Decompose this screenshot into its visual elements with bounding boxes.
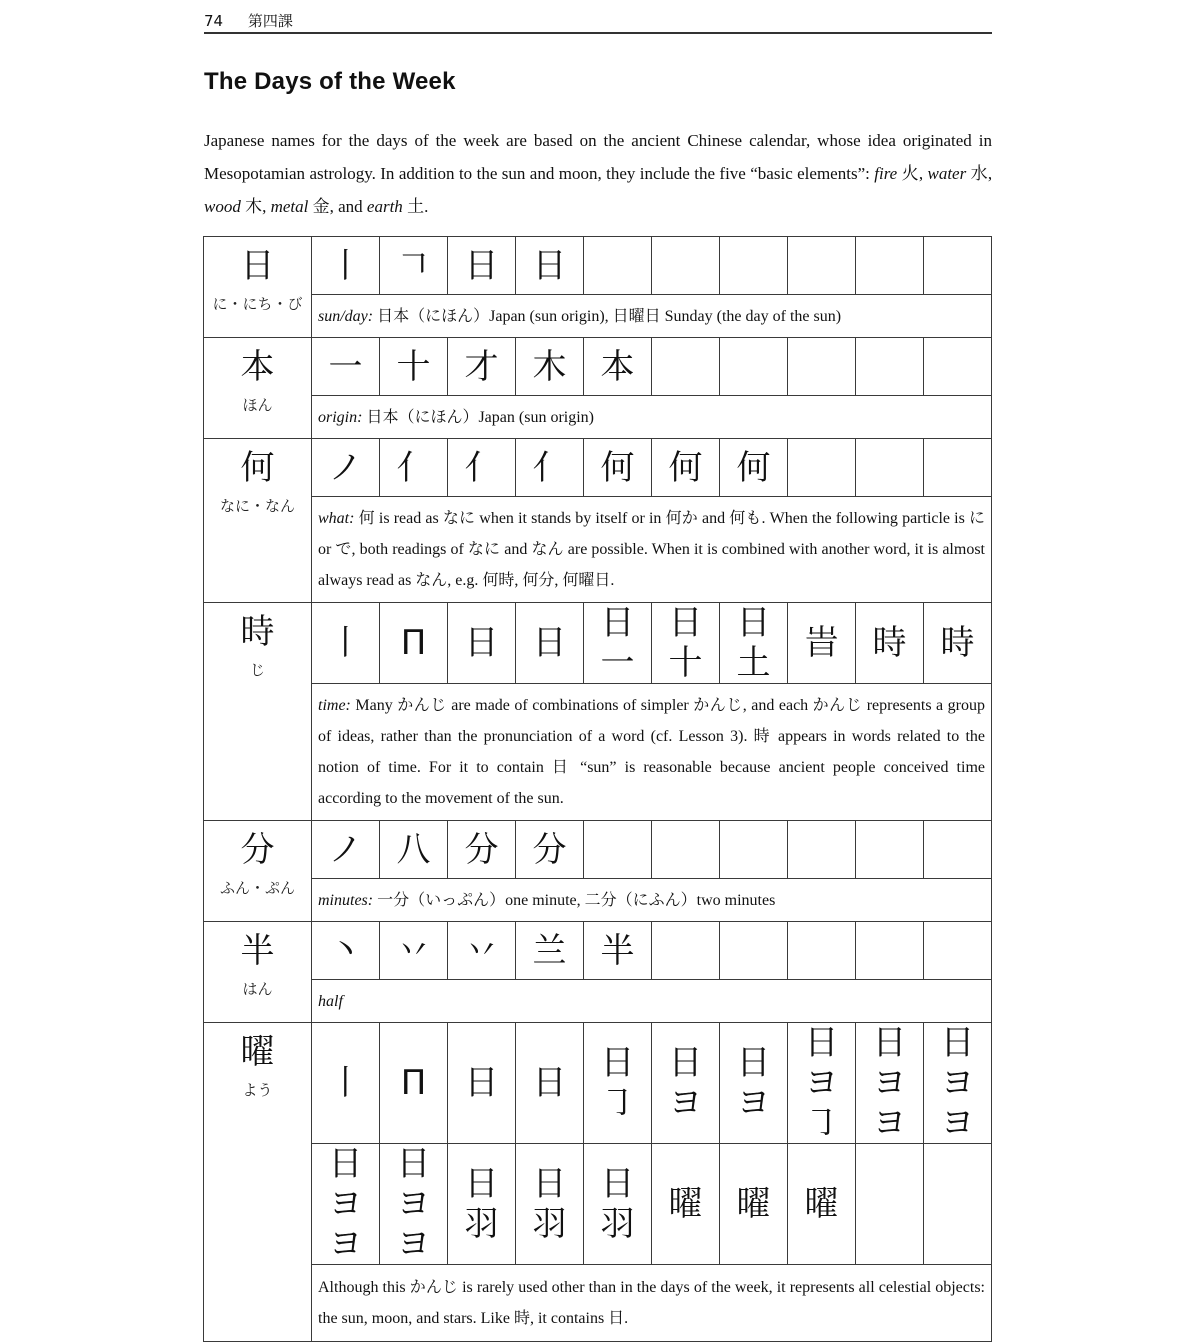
description-text: 何 is read as なに when it stands by itself or in 何か and 何も. When the following particle is に or で, both readings of なに and なん are possible. When it is combined with another word, it is almost always read as なん, e.g. 何時, 何分, 何曜日. (318, 510, 985, 589)
element-kanji: 水 (970, 164, 988, 183)
description-row (204, 684, 992, 821)
stroke-cell: 八 (380, 821, 448, 879)
stroke-cell: 丷 (380, 922, 448, 980)
kanji-reading: なに・なん (219, 497, 295, 515)
stroke-cell: 亻 (516, 439, 584, 497)
stroke-row (204, 338, 992, 396)
stroke-cell: 日羽 (516, 1144, 584, 1265)
stroke-cell: 分 (448, 821, 516, 879)
kanji-reading: ほん (242, 396, 273, 414)
stroke-cell: 日十 (652, 603, 720, 684)
page-header (204, 6, 992, 34)
stroke-cell: 時 (856, 603, 924, 684)
description-text: Although this かんじ is rarely used other than in the days of the week, it represents all celestial objects: the sun, moon, and stars. Like 時, it contains 日. (318, 1279, 985, 1327)
kanji-description (312, 684, 992, 821)
stroke-cell: 日ヨ (720, 1023, 788, 1144)
stroke-cell: 日一 (584, 603, 652, 684)
kanji-table (203, 236, 992, 1342)
element-kanji: 金 (312, 197, 330, 216)
stroke-cell: П (380, 1023, 448, 1144)
stroke-cell: 日ヨヨ (312, 1144, 380, 1265)
stroke-row (204, 439, 992, 497)
stroke-cell: 日ヨ (652, 1023, 720, 1144)
kanji-description (312, 295, 992, 338)
stroke-cell (856, 1144, 924, 1265)
stroke-cell (924, 821, 992, 879)
description-text: 日本（にほん）Japan (sun origin), 日曜日 Sunday (the day of the sun) (373, 307, 842, 325)
stroke-cell (652, 922, 720, 980)
kanji-reading: じ (249, 661, 265, 679)
description-text: 一分（いっぷん）one minute, 二分（にふん）two minutes (373, 891, 776, 909)
stroke-cell: 分 (516, 821, 584, 879)
stroke-cell: 曜 (788, 1144, 856, 1265)
description-row (204, 1265, 992, 1342)
kanji-description (312, 1265, 992, 1342)
stroke-cell: 日 (516, 603, 584, 684)
main-kanji: 本 (240, 347, 275, 387)
stroke-cell: 日ヨヨ (380, 1144, 448, 1265)
stroke-cell: 日羽 (448, 1144, 516, 1265)
main-kanji: 曜 (240, 1032, 275, 1072)
element-wood: wood (204, 197, 241, 216)
stroke-cell: 十 (380, 338, 448, 396)
element-kanji: 火 (901, 164, 919, 183)
lesson-title: 第四課 (247, 12, 293, 30)
stroke-cell: ノ (312, 821, 380, 879)
element-fire: fire (874, 164, 898, 183)
kanji-entry (204, 338, 312, 439)
stroke-cell (584, 821, 652, 879)
page-number: 74 (204, 12, 224, 30)
stroke-cell (788, 237, 856, 295)
stroke-cell (856, 338, 924, 396)
kanji-description (312, 879, 992, 922)
stroke-cell (788, 922, 856, 980)
intro-text: Japanese names for the days of the week are based on the ancient Chinese calendar, whose idea originated in Mesopotamian astrology. In addition to the sun and moon, they include the five “basic elements”: (204, 131, 992, 183)
stroke-cell: 一 (312, 338, 380, 396)
kanji-entry (204, 439, 312, 603)
stroke-cell (720, 922, 788, 980)
stroke-row (204, 922, 992, 980)
stroke-cell: 亻 (380, 439, 448, 497)
stroke-cell: 日 (448, 603, 516, 684)
kanji-entry (204, 821, 312, 922)
kanji-reading: よう (242, 1081, 273, 1099)
stroke-cell: 兰 (516, 922, 584, 980)
stroke-cell: 丨 (312, 603, 380, 684)
stroke-cell: 丨 (312, 1023, 380, 1144)
stroke-cell: ノ (312, 439, 380, 497)
keyword: origin: (318, 408, 363, 426)
element-metal: metal (270, 197, 309, 216)
stroke-row (204, 237, 992, 295)
description-row (204, 295, 992, 338)
stroke-cell: 日 (448, 237, 516, 295)
stroke-cell: П (380, 603, 448, 684)
stroke-cell: 𠃍 (380, 237, 448, 295)
stroke-cell (584, 237, 652, 295)
stroke-cell: 日 (516, 237, 584, 295)
element-kanji: 土 (407, 197, 425, 216)
stroke-cell (652, 338, 720, 396)
stroke-cell: 丷 (448, 922, 516, 980)
stroke-row (204, 1144, 992, 1265)
description-row (204, 497, 992, 603)
stroke-cell (856, 439, 924, 497)
kanji-entry (204, 237, 312, 338)
description-row (204, 396, 992, 439)
main-kanji: 分 (240, 830, 275, 870)
stroke-row (204, 603, 992, 684)
stroke-cell: 時 (924, 603, 992, 684)
main-kanji: 日 (240, 246, 275, 286)
main-kanji: 時 (240, 612, 275, 652)
stroke-cell: 日ヨヨ (924, 1023, 992, 1144)
stroke-cell: 丨 (312, 237, 380, 295)
stroke-cell: 旹 (788, 603, 856, 684)
element-kanji: 木 (245, 197, 263, 216)
description-row (204, 980, 992, 1023)
stroke-cell (924, 1144, 992, 1265)
stroke-cell (720, 237, 788, 295)
stroke-cell (652, 237, 720, 295)
kanji-reading: に・にち・び (212, 295, 303, 313)
stroke-row (204, 821, 992, 879)
stroke-cell: 本 (584, 338, 652, 396)
element-water: water (927, 164, 967, 183)
stroke-cell (924, 439, 992, 497)
stroke-cell (788, 821, 856, 879)
element-earth: earth (366, 197, 403, 216)
stroke-cell (856, 922, 924, 980)
stroke-cell: 何 (584, 439, 652, 497)
kanji-description (312, 396, 992, 439)
kanji-reading: はん (242, 980, 273, 998)
element-list: fire 火, water 水, wood 木, metal 金, and earth 土. (204, 164, 993, 216)
description-row (204, 879, 992, 922)
keyword: time: (318, 697, 351, 714)
stroke-cell: 日羽 (584, 1144, 652, 1265)
kanji-description (312, 980, 992, 1023)
description-text: 日本（にほん）Japan (sun origin) (362, 408, 594, 426)
stroke-cell (856, 237, 924, 295)
stroke-cell (788, 439, 856, 497)
stroke-cell (720, 338, 788, 396)
stroke-cell (924, 338, 992, 396)
stroke-cell: 日㇆ (584, 1023, 652, 1144)
stroke-cell: 曜 (720, 1144, 788, 1265)
stroke-cell: 日土 (720, 603, 788, 684)
stroke-cell (856, 821, 924, 879)
stroke-cell (652, 821, 720, 879)
kanji-reading: ふん・ぷん (219, 879, 295, 897)
stroke-cell: 曜 (652, 1144, 720, 1265)
stroke-cell: 丶 (312, 922, 380, 980)
keyword: minutes: (318, 891, 374, 909)
stroke-cell: 日ヨ㇆ (788, 1023, 856, 1144)
intro-paragraph (204, 124, 992, 223)
stroke-cell: 日ヨヨ (856, 1023, 924, 1144)
section-title: The Days of the Week (204, 68, 456, 95)
main-kanji: 半 (240, 931, 275, 971)
stroke-cell: 日 (516, 1023, 584, 1144)
kanji-entry (204, 1023, 312, 1342)
stroke-cell: 才 (448, 338, 516, 396)
stroke-cell: 半 (584, 922, 652, 980)
keyword: half (318, 992, 343, 1010)
stroke-cell: 木 (516, 338, 584, 396)
stroke-cell: 何 (720, 439, 788, 497)
stroke-cell: 亻 (448, 439, 516, 497)
kanji-description (312, 497, 992, 603)
kanji-entry (204, 922, 312, 1023)
keyword: what: (318, 510, 355, 527)
description-text: Many かんじ are made of combinations of simpler かんじ, and each かんじ represents a group of ideas, rather than the pronunciation of a word (cf. Lesson 3). 時 appears in words related to the notion of time. For it to contain 日 “sun” is reasonable because ancient people conceived time according to the movement of the sun. (318, 697, 985, 807)
stroke-cell (720, 821, 788, 879)
stroke-cell (924, 922, 992, 980)
stroke-cell: 何 (652, 439, 720, 497)
stroke-cell (924, 237, 992, 295)
stroke-row (204, 1023, 992, 1144)
stroke-cell: 日 (448, 1023, 516, 1144)
kanji-entry (204, 603, 312, 821)
stroke-cell (788, 338, 856, 396)
main-kanji: 何 (240, 448, 275, 488)
keyword: sun/day: (318, 307, 374, 325)
